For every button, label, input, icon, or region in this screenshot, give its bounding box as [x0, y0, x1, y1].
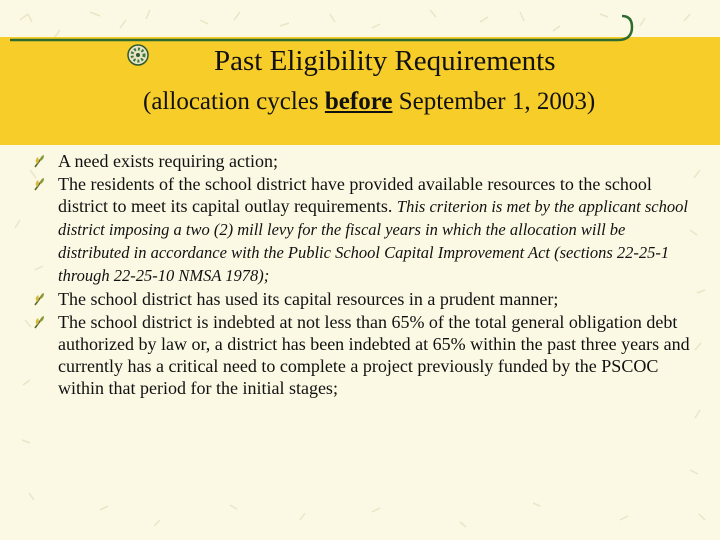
subtitle-post: September 1, 2003)	[392, 88, 596, 115]
bullet-item	[58, 150, 698, 172]
slide-subtitle	[143, 88, 703, 116]
title-rule-line	[0, 0, 720, 160]
leaf-bullet-icon	[32, 291, 46, 307]
bullet-item	[58, 173, 698, 287]
bullet-list	[58, 150, 698, 400]
bullet-item	[58, 311, 698, 399]
bullet-italic-text: This criterion is met by the applicant school district imposing a two (2) mill levy for the fiscal years in which the allocation will be distributed in accordance with the Public School Capital Improvement Act (sections 22-25-1 through 22-25-10 NMSA 1978);	[58, 197, 688, 285]
bullet-text: The residents of the school district have provided available resources to the school district to meet its capital outlay requirements.	[58, 174, 652, 216]
leaf-bullet-icon	[32, 153, 46, 169]
leaf-bullet-icon	[32, 314, 46, 330]
subtitle-emphasis: before	[324, 88, 393, 115]
leaf-bullet-icon	[32, 176, 46, 192]
bullet-text: A need exists requiring action;	[58, 151, 278, 171]
bullet-item	[58, 288, 698, 310]
bullet-text: The school district has used its capital resources in a prudent manner;	[58, 289, 559, 309]
title-ornament-icon	[128, 45, 148, 65]
subtitle-pre: (allocation cycles	[143, 88, 325, 115]
bullet-text: The school district is indebted at not less than 65% of the total general obligation debt authorized by law or, a district has been indebted at 65% within the past three years and currently has a critical need to complete a project previously funded by the PSCOC within that period for the initial stages;	[58, 312, 690, 398]
slide-title: Past Eligibility Requirements	[214, 45, 556, 77]
